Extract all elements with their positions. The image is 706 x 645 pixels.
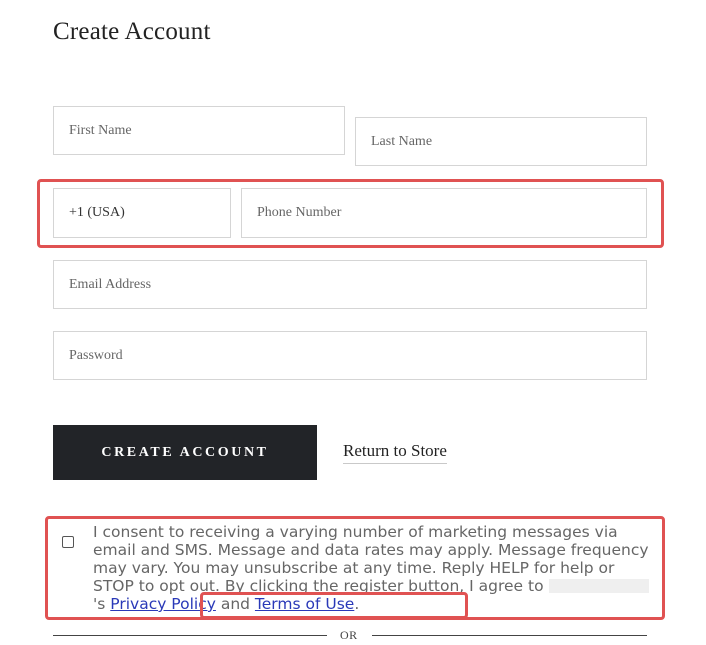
phone-field-container[interactable] [241,188,647,238]
consent-conjunction: and [215,595,255,613]
country-code-select[interactable] [53,188,231,238]
consent-checkbox[interactable] [62,536,74,548]
phone-number-input[interactable] [257,205,646,221]
consent-text-body: I consent to receiving a varying number of marketing messages via email and SMS. Message and data rates may apply. Message frequency may vary. You may unsubscribe at any time. Reply HELP for help or STOP to opt out. By clicking the register button, I agree to [93,523,649,595]
consent-possessive: 's [93,595,111,613]
password-field-container[interactable] [53,331,647,380]
divider-right [372,635,647,636]
first-name-input[interactable] [69,123,344,139]
consent-period: . [354,595,360,613]
terms-of-use-link[interactable]: Terms of Use [254,595,355,613]
first-name-field-container[interactable] [53,106,345,155]
divider-left [53,635,327,636]
page-title: Create Account [53,18,211,45]
return-to-store-link[interactable]: Return to Store [343,441,447,464]
redacted-brand-name [549,579,649,593]
email-field-container[interactable] [53,260,647,309]
last-name-field-container[interactable] [355,117,647,166]
privacy-policy-link[interactable]: Privacy Policy [110,595,216,613]
or-divider-label: OR [340,628,358,642]
country-code-value: +1 (USA) [69,205,125,220]
consent-text [93,523,653,613]
password-input[interactable] [69,348,646,364]
last-name-input[interactable] [371,134,646,150]
email-input[interactable] [69,277,646,293]
create-account-button[interactable]: CREATE ACCOUNT [53,425,317,480]
